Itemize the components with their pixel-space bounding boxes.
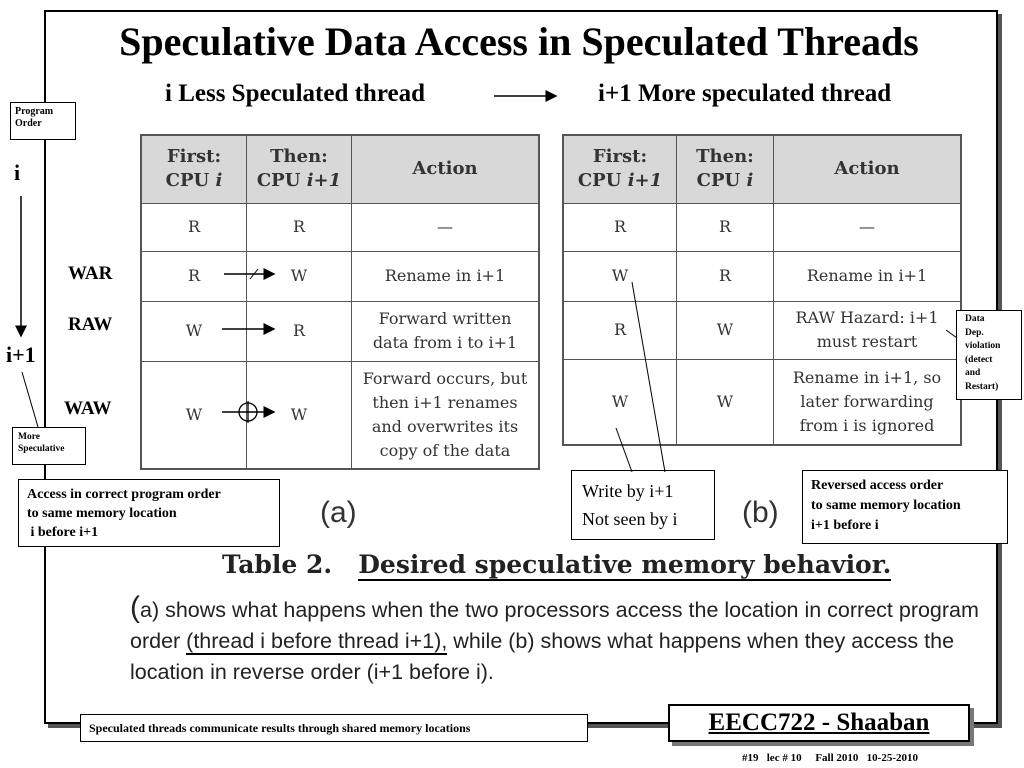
course-badge-text: EECC722 - Shaaban: [708, 709, 930, 736]
table-a-cell-action: Rename in i+1: [352, 251, 540, 301]
table-row: [141, 203, 539, 251]
table-a-cell-first: R: [141, 203, 247, 251]
table-b-cell-then: W: [677, 301, 774, 359]
slide-meta: #19 lec # 10 Fall 2010 10-25-2010: [742, 752, 918, 764]
write-by-note: [571, 470, 715, 540]
table-a-header: [141, 135, 539, 203]
caption-paragraph: [130, 592, 980, 688]
data-dep-note: [956, 310, 1022, 400]
reversed-order-note: [802, 470, 1008, 544]
note-line: Not seen by i: [582, 509, 678, 529]
table-b-label: (b): [742, 496, 779, 529]
table-a-label: (a): [320, 496, 357, 529]
table-a-cell-action: —: [352, 203, 540, 251]
note-line: i before i+1: [27, 525, 99, 540]
hazard-war: WAR: [68, 263, 113, 284]
table-b-cell-first: W: [563, 251, 677, 301]
caption-text-2: while (b) shows what happens when they access the location in reverse order (i+1 before i).: [130, 629, 955, 684]
footer-note-text: Speculated threads communicate results through shared memory locations: [89, 721, 471, 735]
table-a-cell-first: R: [141, 251, 247, 301]
slide-title: Speculative Data Access in Speculated Threads: [119, 19, 919, 64]
table-row: [141, 361, 539, 469]
table-row: [563, 203, 961, 251]
note-line: to same memory location: [811, 498, 961, 513]
table-caption-heading: [222, 550, 891, 579]
course-badge: [668, 704, 970, 742]
more-speculative-label: More Speculative: [18, 432, 65, 454]
table-a-cell-first: W: [141, 361, 247, 469]
table-b-cell-action: RAW Hazard: i+1 must restart: [774, 301, 962, 359]
note-line: (detect: [965, 354, 993, 365]
table-b-cell-first: W: [563, 359, 677, 445]
table-row: [563, 251, 961, 301]
correct-order-note: [18, 479, 280, 547]
table-b: [562, 134, 962, 446]
caption-text-1: a) shows what happens when the two processors access the location in correct program order: [130, 598, 979, 653]
note-line: Access in correct program order: [27, 487, 221, 502]
subtitle-right: i+1 More speculated thread: [598, 80, 892, 107]
label-i-plus-1: i+1: [6, 342, 36, 367]
table-row: [141, 251, 539, 301]
note-line: Restart): [965, 381, 999, 392]
table-b-cell-action: Rename in i+1: [774, 251, 962, 301]
table-b-cell-first: R: [563, 301, 677, 359]
subtitle-left: i Less Speculated thread: [165, 80, 425, 107]
table-b-cell-action: Rename in i+1, so later forwarding from i is ignored: [774, 359, 962, 445]
hazard-raw: RAW: [68, 314, 113, 335]
table-a-header-first: First: CPU i: [141, 135, 247, 203]
label-i: i: [14, 160, 21, 185]
program-order-label: Program Order: [15, 106, 54, 129]
table-b-header-then: Then: CPU i: [677, 135, 774, 203]
table-number: Table 2.: [222, 550, 333, 579]
table-a-cell-then: R: [247, 203, 352, 251]
table-a-cell-first: W: [141, 301, 247, 361]
note-line: Dep.: [965, 327, 984, 338]
table-a-header-action: Action: [352, 135, 540, 203]
table-b-header: [563, 135, 961, 203]
table-a-cell-then: W: [247, 361, 352, 469]
program-order-box: [10, 102, 76, 140]
table-b-header-first: First: CPU i+1: [563, 135, 677, 203]
note-line: and: [965, 368, 981, 378]
table-a-cell-action: Forward written data from i to i+1: [352, 301, 540, 361]
note-line: Data: [965, 314, 985, 324]
hazard-waw: WAW: [64, 398, 112, 419]
note-line: Write by i+1: [582, 481, 674, 501]
table-a: [140, 134, 540, 470]
table-a-cell-then: R: [247, 301, 352, 361]
table-b-cell-then: W: [677, 359, 774, 445]
note-line: to same memory location: [27, 506, 177, 521]
table-row: [563, 301, 961, 359]
footer-note: [80, 714, 588, 742]
caption-underlined: (thread i before thread i+1),: [186, 629, 448, 653]
table-row: [141, 301, 539, 361]
table-a-header-then: Then: CPU i+1: [247, 135, 352, 203]
table-b-cell-then: R: [677, 203, 774, 251]
table-a-cell-action: Forward occurs, but then i+1 renames and overwrites its copy of the data: [352, 361, 540, 469]
table-b-cell-then: R: [677, 251, 774, 301]
note-line: i+1 before i: [811, 518, 879, 533]
more-speculative-box: [12, 427, 86, 465]
table-b-cell-first: R: [563, 203, 677, 251]
table-a-cell-then: W: [247, 251, 352, 301]
more-speculative-pointer: [22, 372, 38, 427]
table-b-header-action: Action: [774, 135, 962, 203]
caption-lead: (: [130, 591, 140, 624]
table-row: [563, 359, 961, 445]
note-line: violation: [965, 341, 1001, 351]
table-title: Desired speculative memory behavior.: [358, 550, 892, 579]
note-line: Reversed access order: [811, 478, 944, 493]
table-b-cell-action: —: [774, 203, 962, 251]
